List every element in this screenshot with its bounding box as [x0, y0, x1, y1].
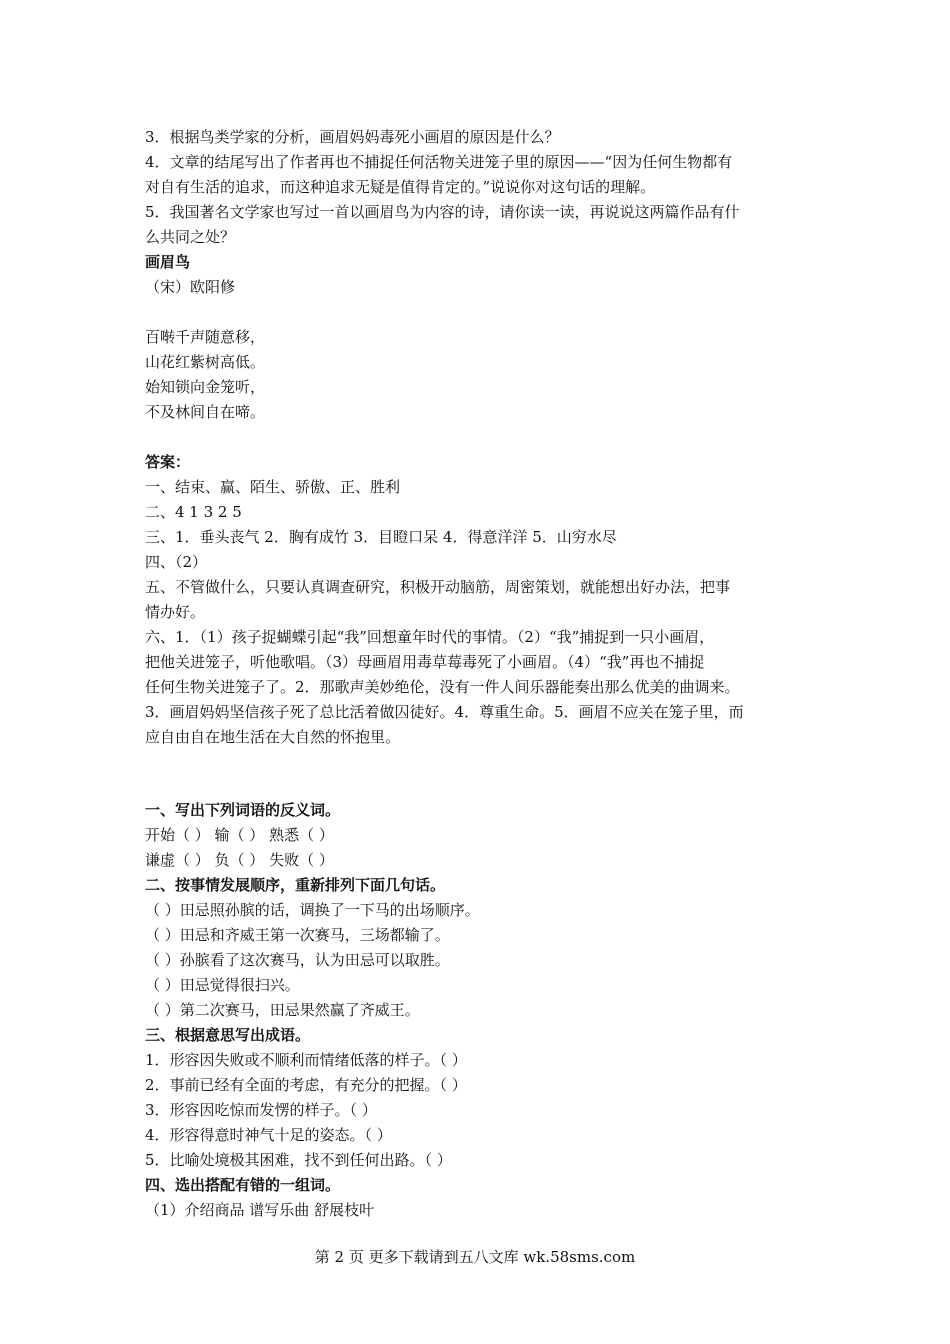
question-4-line2: 对自有生活的追求，而这种追求无疑是值得肯定的。”说说你对这句话的理解。	[145, 178, 656, 196]
order-item: （ ）第二次赛马，田忌果然赢了齐威王。	[145, 1001, 420, 1019]
question-5-line2: 么共同之处？	[145, 228, 236, 246]
section-2-title: 二、按事情发展顺序，重新排列下面几句话。	[145, 876, 446, 894]
idiom-item: 4．形容得意时神气十足的姿态。（ ）	[145, 1126, 392, 1144]
answer-line: 一、结束、赢、陌生、骄傲、正、胜利	[145, 478, 401, 496]
page-footer: 第 2 页 更多下载请到五八文库 wk.58sms.com	[314, 1248, 636, 1266]
answer-line: 情办好。	[145, 603, 206, 621]
antonym-row: 开始（ ） 输（ ） 熟悉（ ）	[145, 826, 334, 844]
answer-line: 3．画眉妈妈坚信孩子死了总比活着做囚徒好。4．尊重生命。5．画眉不应关在笼子里，而	[145, 703, 744, 721]
section-4-title: 四、选出搭配有错的一组词。	[145, 1176, 341, 1194]
order-item: （ ）田忌照孙膑的话，调换了一下马的出场顺序。	[145, 901, 480, 919]
order-item: （ ）田忌和齐威王第一次赛马，三场都输了。	[145, 926, 450, 944]
answer-line: 六、1．（1）孩子捉蝴蝶引起“我”回想童年时代的事情。（2）“我”捕捉到一只小画眉，	[145, 628, 715, 646]
choice-item: （1）介绍商品 谱写乐曲 舒展枝叶	[145, 1201, 375, 1219]
question-4-line1: 4．文章的结尾写出了作者再也不捕捉任何活物关进笼子里的原因——“因为任何生物都有	[145, 153, 733, 171]
answers-heading: 答案：	[145, 453, 191, 471]
idiom-item: 1．形容因失败或不顺利而情绪低落的样子。（ ）	[145, 1051, 467, 1069]
answer-line: 二、4 1 3 2 5	[145, 503, 242, 521]
question-3: 3．根据鸟类学家的分析，画眉妈妈毒死小画眉的原因是什么？	[145, 128, 560, 146]
answer-line: 三、1．垂头丧气 2．胸有成竹 3．目瞪口呆 4．得意洋洋 5．山穷水尽	[145, 528, 617, 546]
poem-line: 不及林间自在啼。	[145, 403, 266, 421]
order-item: （ ）孙膑看了这次赛马，认为田忌可以取胜。	[145, 951, 450, 969]
answer-line: 五、不管做什么，只要认真调查研究，积极开动脑筋，周密策划，就能想出好办法，把事	[145, 578, 731, 596]
antonym-row: 谦虚（ ） 负（ ） 失败（ ）	[145, 851, 334, 869]
poem-line: 始知锁向金笼听，	[145, 378, 266, 396]
section-3-title: 三、根据意思写出成语。	[145, 1026, 311, 1044]
section-1-title: 一、写出下列词语的反义词。	[145, 801, 341, 819]
question-5-line1: 5．我国著名文学家也写过一首以画眉鸟为内容的诗，请你读一读，再说说这两篇作品有什	[145, 203, 740, 221]
poem-line: 山花红紫树高低。	[145, 353, 266, 371]
poem-line: 百啭千声随意移，	[145, 328, 266, 346]
order-item: （ ）田忌觉得很扫兴。	[145, 976, 300, 994]
answer-line: 应自由自在地生活在大自然的怀抱里。	[145, 728, 401, 746]
answer-line: 四、（2）	[145, 553, 208, 571]
poem-author: （宋）欧阳修	[145, 278, 236, 296]
answer-line: 把他关进笼子，听他歌唱。（3）母画眉用毒草莓毒死了小画眉。（4）“我”再也不捕捉	[145, 653, 705, 671]
idiom-item: 3．形容因吃惊而发愣的样子。（ ）	[145, 1101, 377, 1119]
poem-title: 画眉鸟	[145, 253, 191, 271]
idiom-item: 5．比喻处境极其困难，找不到任何出路。（ ）	[145, 1151, 452, 1169]
answer-line: 任何生物关进笼子了。2．那歌声美妙绝伦，没有一件人间乐器能奏出那么优美的曲调来。	[145, 678, 740, 696]
idiom-item: 2．事前已经有全面的考虑，有充分的把握。（ ）	[145, 1076, 467, 1094]
